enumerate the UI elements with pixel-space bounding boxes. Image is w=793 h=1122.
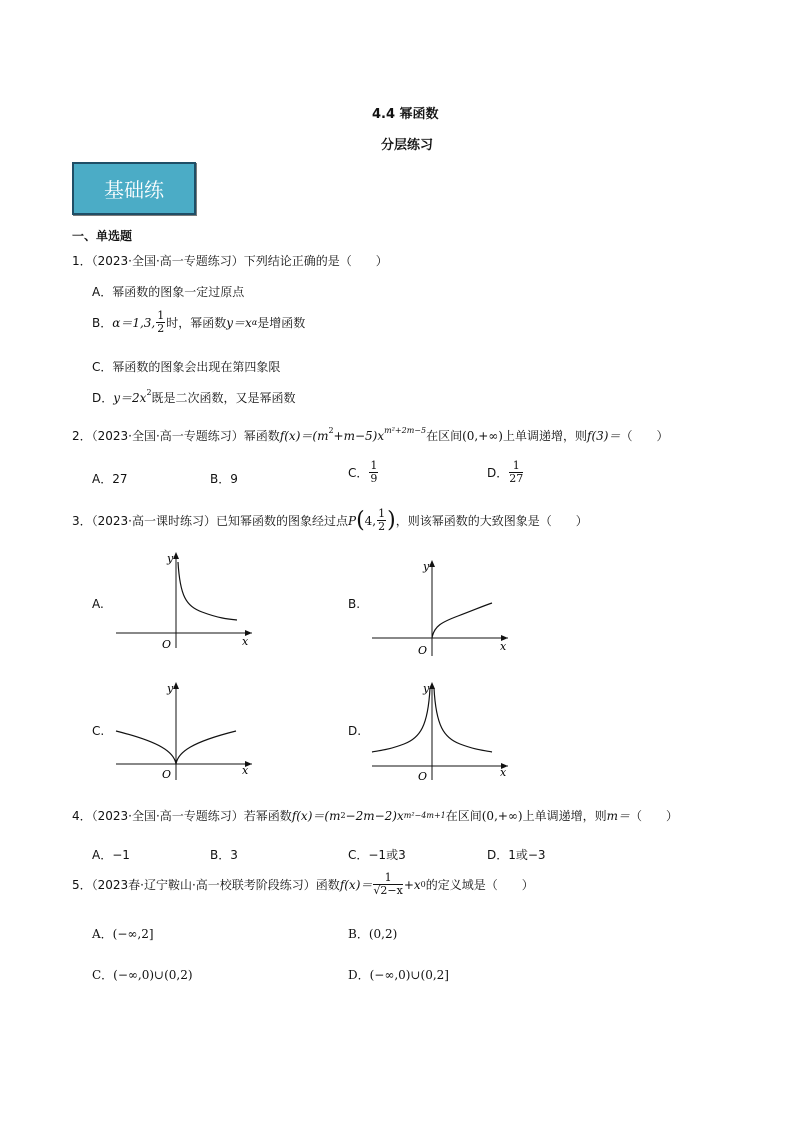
q4-option-a: A．−1 [92,848,130,862]
q4-stem: 4．（2023·全国·高一专题练习）若幂函数 f(x)＝(m 2 −2m−2)x m²−4m+1 在区间 (0,+∞) 上单调递增，则 m＝ （ ） [72,808,679,823]
q5-option-d: D．(−∞,0)∪(0,2] [348,968,449,982]
q2-option-a: A．27 [92,472,128,486]
q4-option-c: C．−1或3 [348,848,406,862]
q4-option-b: B．3 [210,848,238,862]
svg-text:y: y [423,560,430,573]
svg-text:O: O [418,644,428,657]
q1-option-c: C．幂函数的图象会出现在第四象限 [92,360,281,374]
q3-graph-a [112,548,257,653]
page-title: 4.4 幂函数 [372,107,439,122]
svg-text:y: y [167,682,174,695]
svg-text:y: y [423,682,430,695]
q2-stem: 2．（2023·全国·高一专题练习）幂函数$f(x)=(m^2+m-5)x^{m^2+2m-5}$在区间(0,+∞)上单调递增，则f(3)＝（ ） [72,426,669,443]
q2-option-d: D． $\frac{1}{27}$ [487,459,524,485]
svg-text:O: O [162,638,172,651]
q2-option-c: C． $\frac{1}{9}$ [348,459,378,485]
svg-text:x: x [500,640,507,653]
curve-left [372,688,430,752]
svg-text:y: y [167,552,174,565]
q4-option-d: D．1或−3 [487,848,546,862]
q3-stem: 3．（2023·高一课时练习）已知幂函数的图象经过点 P ( 4, $\frac{1}{2}$ ) ，则该幂函数的大致图象是（ ） [72,507,588,533]
curve [178,562,237,620]
page-subtitle: 分层练习 [381,138,434,153]
q5-stem: 5．（2023春·辽宁鞍山·高一校联考阶段练习）函数 f(x)＝ $\frac{1}{√2-x}$ +x 0 的定义域是（ ） [72,871,534,897]
q3-option-c-label: C. [92,724,105,738]
svg-text:x: x [500,766,507,779]
q2-option-b: B．9 [210,472,238,486]
curve-right [176,731,236,764]
q3-graph-c [112,676,257,784]
curve-right [434,688,492,752]
q5-option-b: B．(0,2) [348,927,398,941]
q3-option-b-label: B. [348,597,361,611]
q1-option-b: B． α＝1,3, $\frac{1}{2}$ 时，幂函数 y＝x α 是增函数 [92,309,306,335]
q3-graph-d [368,676,513,784]
q1-stem: 1．（2023·全国·高一专题练习）下列结论正确的是（ ） [72,254,388,268]
q1-option-a: A．幂函数的图象一定过原点 [92,285,245,299]
svg-text:O: O [418,770,428,783]
q3-graph-b [368,556,513,661]
q3-option-d-label: D. [348,724,362,738]
curve [432,603,492,638]
q1-option-d: D．$y=2x^2$既是二次函数，又是幂函数 [92,388,296,405]
q5-option-a: A．(−∞,2] [92,927,154,941]
q5-option-c: C．(−∞,0)∪(0,2) [92,968,193,982]
svg-text:O: O [162,768,172,781]
q3-option-a-label: A. [92,597,104,611]
level-badge: 基础练 [72,162,196,215]
section-heading: 一、单选题 [72,229,133,243]
curve-left [116,731,176,764]
svg-text:x: x [242,635,249,648]
svg-text:x: x [242,764,249,777]
